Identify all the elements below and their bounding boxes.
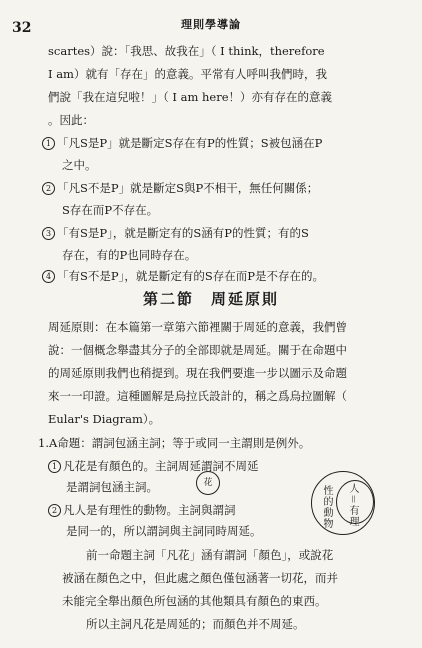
page-number: 32 bbox=[12, 20, 32, 36]
circled-number: 1 bbox=[42, 137, 55, 150]
example-2 bbox=[48, 503, 236, 518]
nested-inner-label: 人＝有理 bbox=[347, 483, 358, 527]
circled-number: 2 bbox=[42, 182, 55, 195]
body-line: 的周延原則我們也稍提到。現在我們要進一步以圖示及命題 bbox=[48, 366, 347, 380]
body-line: 來一一印證。這種圖解是烏拉氏設計的，稱之爲烏拉圖解（ bbox=[48, 389, 347, 403]
rule-3 bbox=[42, 226, 309, 241]
circled-number: 2 bbox=[48, 504, 61, 517]
circled-number: 3 bbox=[42, 227, 55, 240]
rule-2-cont: S存在而P不存在。 bbox=[62, 203, 159, 217]
nested-outer-label: 性的動物 bbox=[321, 485, 332, 529]
closing-line: 被涵在顏色之中，但此處之顏色僅包涵著一切花，而并 bbox=[62, 571, 338, 585]
rule-text: 「凡S是P」就是斷定S存在有P的性質；S被包涵在P bbox=[57, 136, 323, 150]
example-text: 凡人是有理性的動物。主詞與謂詞 bbox=[63, 503, 236, 517]
intro-line: I am）就有「存在」的意義。平常有人呼叫我們時，我 bbox=[48, 67, 327, 81]
running-header: 理則學導論 bbox=[181, 18, 241, 31]
rule-text: 「有S不是P」，就是斷定有的S存在而P是不存在的。 bbox=[57, 269, 324, 283]
rule-2 bbox=[42, 181, 318, 196]
rule-1-cont: 之中。 bbox=[62, 158, 97, 172]
rule-1 bbox=[42, 136, 322, 151]
rule-4 bbox=[42, 269, 324, 284]
example-2-cont: 是同一的，所以謂詞與主詞同時周延。 bbox=[66, 524, 262, 538]
closing-line: 前一命題主詞「凡花」涵有謂詞「顏色」，或說花 bbox=[86, 548, 334, 562]
proposition-a: 1.A命題：謂詞包涵主詞；等于或同一主謂則是例外。 bbox=[38, 436, 311, 450]
circled-number: 1 bbox=[48, 460, 61, 473]
example-text: 凡花是有顏色的。主詞周延謂詞不周延 bbox=[63, 459, 259, 473]
circled-number: 4 bbox=[42, 270, 55, 283]
intro-line: 們說「我在這兒啦！」（ I am here！）亦有存在的意義 bbox=[48, 90, 333, 104]
body-line: 說：一個概念舉盡其分子的全部即就是周延。關于在命題中 bbox=[48, 343, 347, 357]
rule-3-cont: 存在，有的P也同時存在。 bbox=[62, 248, 197, 262]
closing-line: 未能完全舉出顏色所包涵的其他類具有顏色的東西。 bbox=[62, 594, 327, 608]
intro-line: scartes）說：「我思、故我在」（ I think，therefore bbox=[48, 44, 325, 58]
body-line: 周延原則：在本篇第一章第六節裡關于周延的意義，我們曾 bbox=[48, 320, 347, 334]
section-title: 第二節 周延原則 bbox=[142, 290, 279, 308]
body-line: Eular's Diagram）。 bbox=[48, 412, 161, 426]
intro-line: 。因此： bbox=[48, 113, 94, 127]
example-1-cont: 是謂詞包涵主詞。 bbox=[66, 480, 158, 494]
euler-diagram-flower: 花 bbox=[196, 471, 220, 495]
example-1 bbox=[48, 459, 259, 474]
closing-line: 所以主詞凡花是周延的；而顏色并不周延。 bbox=[86, 617, 305, 631]
rule-text: 「凡S不是P」就是斷定S與P不相干，無任何關係； bbox=[57, 181, 319, 195]
rule-text: 「有S是P」，就是斷定有的S涵有P的性質；有的S bbox=[57, 226, 309, 240]
